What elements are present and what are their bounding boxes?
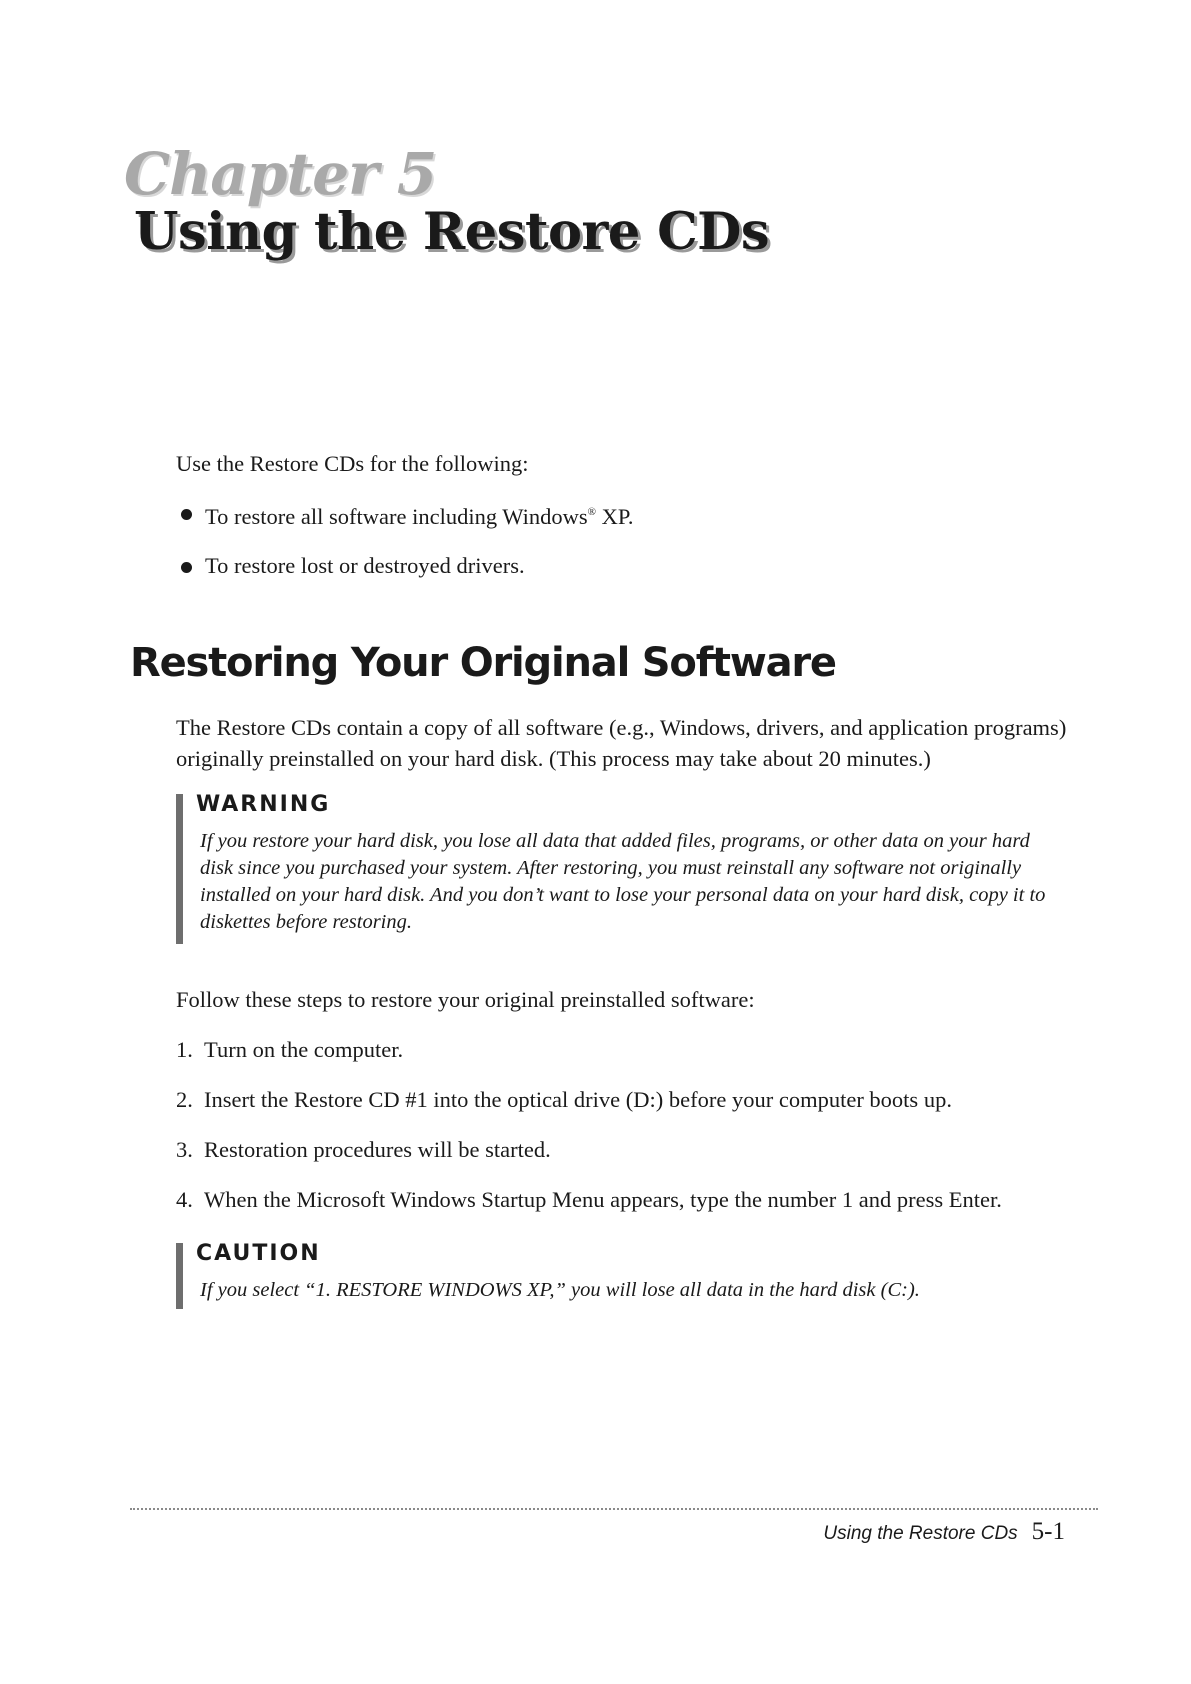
page-number: 5-1 bbox=[1031, 1518, 1065, 1545]
bullet-icon bbox=[181, 562, 192, 573]
step-number: 3. bbox=[176, 1137, 193, 1162]
list-item bbox=[176, 1184, 1002, 1215]
chapter-title: Using the Restore CDs bbox=[134, 202, 770, 262]
warning-note bbox=[176, 794, 1060, 944]
list-item bbox=[176, 1134, 1002, 1165]
steps-intro: Follow these steps to restore your original preinstalled software: bbox=[176, 987, 755, 1012]
footer-divider bbox=[130, 1508, 1098, 1510]
bullet-icon bbox=[181, 509, 192, 520]
step-text: When the Microsoft Windows Startup Menu appears, type the number 1 and press Enter. bbox=[204, 1187, 1002, 1212]
step-text: Restoration procedures will be started. bbox=[204, 1137, 551, 1162]
step-number: 4. bbox=[176, 1187, 193, 1212]
step-text: Turn on the computer. bbox=[204, 1037, 404, 1062]
bullet-text: To restore lost or destroyed drivers. bbox=[205, 553, 525, 578]
list-item bbox=[176, 1084, 1002, 1115]
list-item bbox=[176, 550, 634, 581]
caution-text: If you select “1. RESTORE WINDOWS XP,” you will lose all data in the hard disk (C:). bbox=[200, 1279, 920, 1301]
chapter-label: Chapter 5 bbox=[124, 140, 437, 208]
footer-chapter-title: Using the Restore CDs bbox=[823, 1523, 1018, 1544]
footer bbox=[823, 1518, 1065, 1546]
warning-text: If you restore your hard disk, you lose all data that added files, programs, or other data on your hard disk since you purchased your system. After restoring, you must reinstall any software not originally installed on your hard disk. And you don’t want to lose your personal data on your hard disk, copy it to diskettes before restoring. bbox=[200, 830, 1046, 933]
list-item bbox=[176, 497, 634, 532]
step-text: Insert the Restore CD #1 into the optical drive (D:) before your computer boots up. bbox=[204, 1087, 952, 1112]
section-paragraph: The Restore CDs contain a copy of all software (e.g., Windows, drivers, and application programs) originally preinstalled on your hard disk. (This process may take about 20 minutes.) bbox=[176, 715, 1067, 771]
list-item bbox=[176, 1034, 1002, 1065]
steps-list bbox=[176, 1034, 1002, 1234]
intro-text: Use the Restore CDs for the following: bbox=[176, 451, 529, 476]
warning-title: WARNING bbox=[196, 792, 331, 817]
step-number: 2. bbox=[176, 1087, 193, 1112]
section-heading: Restoring Your Original Software bbox=[130, 640, 836, 686]
caution-note bbox=[176, 1243, 1060, 1309]
intro-bullet-list bbox=[176, 497, 634, 599]
bullet-text: To restore all software including Windows bbox=[205, 504, 588, 529]
caution-title: CAUTION bbox=[196, 1241, 321, 1266]
bullet-text-suffix: XP. bbox=[596, 504, 634, 529]
step-number: 1. bbox=[176, 1037, 193, 1062]
registered-mark: ® bbox=[587, 506, 597, 518]
